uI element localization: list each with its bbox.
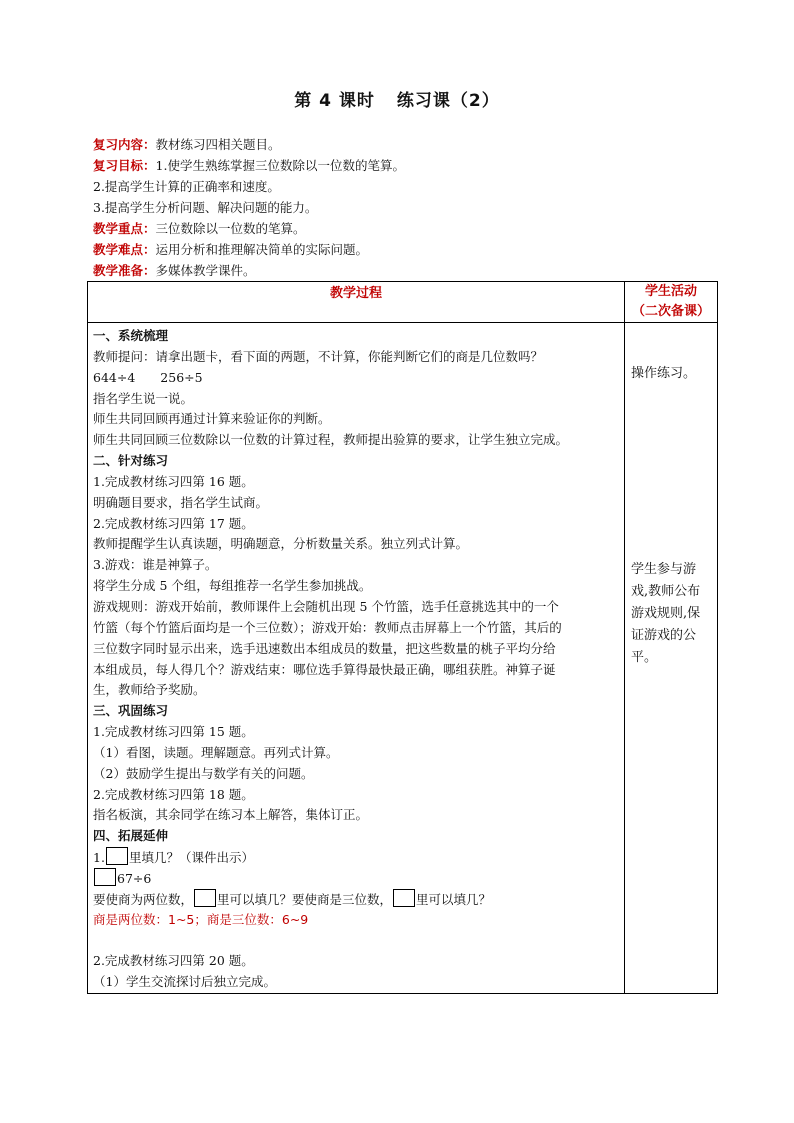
section-heading: 一、系统梳理: [93, 328, 169, 343]
q1-ask-c: 里可以填几？: [416, 891, 492, 907]
table-header-row: [88, 282, 718, 323]
text-line: 教师提问：请拿出题卡，看下面的两题，不计算，你能判断它们的商是几位数吗？: [93, 348, 544, 364]
q1-ask-a: 要使商为两位数，: [93, 891, 194, 907]
text-line: 明确题目要求，指名学生试商。: [93, 494, 269, 510]
intro-label: 教学准备：: [93, 263, 156, 278]
intro-label: 复习内容：: [93, 137, 156, 152]
text-line: 指名板演，其余同学在练习本上解答，集体订正。: [93, 807, 369, 823]
intro-text: 2.提高学生计算的正确率和速度。: [93, 179, 280, 194]
lesson-number: 第 4 课时: [294, 91, 375, 111]
intro-line: [93, 134, 713, 155]
empty-line: [93, 930, 624, 951]
intro-line: [93, 218, 713, 239]
intro-line: [93, 197, 713, 218]
q1-prefix: 1.: [93, 850, 105, 866]
blank-box: [194, 889, 216, 907]
intro-text: 多媒体教学课件。: [155, 263, 256, 278]
activity-cell: [625, 323, 718, 994]
intro-label: 教学重点：: [93, 221, 156, 236]
text-line: 2.完成教材练习四第 18 题。: [93, 786, 254, 802]
intro-line: [93, 155, 713, 176]
blank-box: [393, 889, 415, 907]
text-line: 644÷4 256÷5: [93, 369, 203, 385]
q1-ask-b: 里可以填几？要使商是三位数，: [217, 891, 393, 907]
text-line: 1.完成教材练习四第 16 题。: [93, 473, 254, 489]
text-line: 3.游戏：谁是神算子。: [93, 557, 218, 573]
intro-label: 复习目标：: [93, 158, 156, 173]
text-line: 师生共同回顾三位数除以一位数的计算过程，教师提出验算的要求，让学生独立完成。: [93, 432, 569, 448]
blank-box: [106, 847, 128, 865]
text-line: 游戏规则：游戏开始前，教师课件上会随机出现 5 个竹篮，选手任意挑选其中的一个: [93, 598, 559, 614]
lesson-intro: [93, 134, 713, 281]
question-1-ask: [93, 889, 624, 910]
text-line: （2）鼓励学生提出与数学有关的问题。: [93, 765, 314, 781]
header-process-cell: [88, 282, 625, 323]
intro-label: 教学难点：: [93, 242, 156, 257]
text-line: 竹篮（每个竹篮后面均是一个三位数）；游戏开始：教师点击屏幕上一个竹篮，其后的: [93, 619, 562, 635]
q1-expr: 67÷6: [117, 870, 152, 886]
text-line: 生，教师给予奖励。: [93, 682, 206, 698]
text-line: 本组成员，每人得几个？游戏结束：哪位选手算得最快最正确，哪组获胜。神算子诞: [93, 661, 556, 677]
text-line: 师生共同回顾再通过计算来验证你的判断。: [93, 411, 331, 427]
text-line: 将学生分成 5 个组，每组推荐一名学生参加挑战。: [93, 578, 372, 594]
process-cell: [88, 323, 625, 994]
intro-line: [93, 176, 713, 197]
q1-suffix: 里填几？（课件出示）: [128, 850, 254, 866]
question-1-answer: 商是两位数：1~5；商是三位数：6~9: [93, 911, 309, 927]
header-activity-cell: [625, 282, 718, 323]
text-line: （1）学生交流探讨后独立完成。: [93, 974, 276, 990]
lesson-name: 练习课（2）: [396, 91, 500, 111]
text-line: 指名学生说一说。: [93, 390, 194, 406]
header-process: 教学过程: [329, 286, 382, 301]
header-second-prep: （二次备课）: [631, 304, 710, 319]
header-activity: 学生活动: [644, 284, 697, 299]
page-title: [0, 86, 794, 111]
activity-note-practice: 操作练习。: [631, 366, 697, 381]
text-line: 三位数字同时显示出来，选手迅速数出本组成员的数量，把这些数量的桃子平均分给: [93, 640, 556, 656]
intro-text: 运用分析和推理解决简单的实际问题。: [155, 242, 369, 257]
table-body-row: [88, 323, 718, 994]
text-line: 2.完成教材练习四第 17 题。: [93, 515, 254, 531]
intro-text: 三位数除以一位数的笔算。: [155, 221, 306, 236]
intro-text: 1.使学生熟练掌握三位数除以一位数的笔算。: [155, 158, 405, 173]
lesson-plan-table: [87, 281, 718, 994]
text-line: 2.完成教材练习四第 20 题。: [93, 953, 254, 969]
intro-line: [93, 239, 713, 260]
intro-line: [93, 260, 713, 281]
section-heading: 二、针对练习: [93, 453, 169, 469]
section-heading: 三、巩固练习: [93, 703, 169, 719]
question-1-line: [93, 847, 624, 868]
text-line: 1.完成教材练习四第 15 题。: [93, 724, 254, 740]
intro-text: 教材练习四相关题目。: [155, 137, 281, 152]
section-heading: 四、拓展延伸: [93, 828, 169, 844]
intro-text: 3.提高学生分析问题、解决问题的能力。: [93, 200, 318, 215]
blank-box: [94, 868, 116, 886]
text-line: 教师提醒学生认真读题，明确题意，分析数量关系。独立列式计算。: [93, 536, 469, 552]
text-line: （1）看图，读题。理解题意。再列式计算。: [93, 744, 339, 760]
question-1-expression: [93, 868, 624, 889]
activity-note-game: 学生参与游戏,教师公布游戏规则,保证游戏的公平。: [631, 562, 701, 665]
